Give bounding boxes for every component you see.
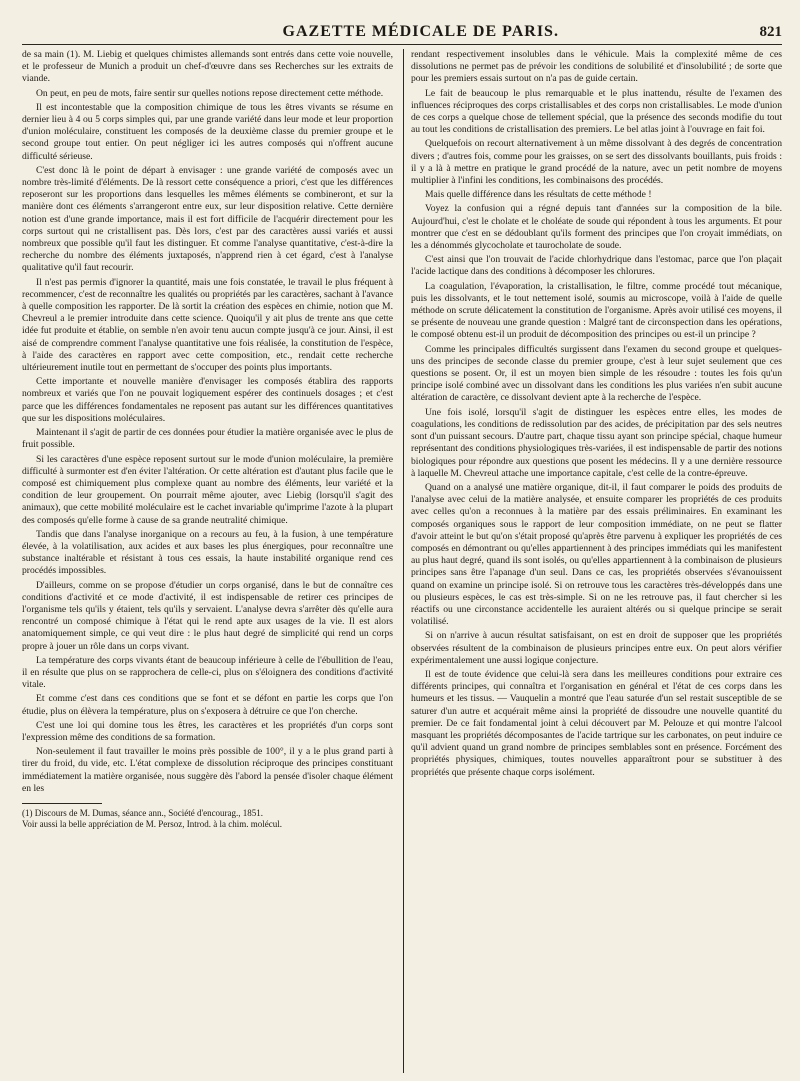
page-header	[22, 14, 782, 45]
paragraph: On peut, en peu de mots, faire sentir sur quelles notions repose directement cette méthode.	[36, 87, 384, 99]
paragraph: Quelquefois on recourt alternativement à un même dissolvant à des degrés de concentration divers ; d'autres fois, comme pour les graisses, on se sert des dissolvants bouillants, puis froids : il y a là à mettre en pratique le grand procédé de la nature, avec un petit nombre de moyens multiplier à l'infini les conditions, les combinaisons des procédés.	[411, 138, 782, 187]
paragraph: rendant respectivement insolubles dans le véhicule. Mais la complexité même de ces dissolutions ne permet pas de prévoir les conditions de solubilité et d'insolubilité ; de sorte que pour les premiers essais surtout on n'a pas de guide certain.	[411, 49, 782, 85]
paragraph: Il est de toute évidence que celui-là sera dans les meilleures conditions pour extraire ces différents principes, qui connaîtra et l'organisation en général et l'état de ces corps dans les humeurs et les tissus. — Vauquelin a montré que l'eau saturée d'un sel restait susceptible de se saturer d'un autre et acquérait même ainsi la propriété de dissoudre une nouvelle quantité du premier. De ce fait fondamental joint à celui découvert par M. Pelouze et qui montre l'alcool masquant les propriétés décomposantes de l'acide tartrique sur les carbonates, on peut induire ce qu'il advient quand un grand nombre de principes semblables sont en présence. Forcément des propriétés physiques, chimiques, toutes nouvelles apparaîtront pour se substituer à des propriétés que présente chaque corps isolément.	[411, 668, 782, 778]
paragraph: Et comme c'est dans ces conditions que se font et se défont en partie les corps que l'on étudie, plus on élèvera la température, plus on s'exposera à détruire ce que l'on cherche.	[22, 693, 393, 717]
paragraph: Si les caractères d'une espèce reposent surtout sur le mode d'union moléculaire, la première difficulté à surmonter est d'en éviter l'altération. Or cette altération est d'autant plus facile que le composé est chimiquement plus complexe quant au nombre des éléments, leur variété et la condition de leur groupement. On pourrait même ajouter, avec Liebig (lorsqu'il s'agit des animaux), que cette mobilité moléculaire est le cachet invariable qu'imprime l'azote à la plupart des composés qu'elle forme à cause de sa grande neutralité chimique.	[22, 453, 393, 526]
paragraph: Maintenant il s'agit de partir de ces données pour étudier la matière organisée avec le plus de fruit possible.	[22, 427, 393, 451]
footnote: (1) Discours de M. Dumas, séance ann., Société d'encourag., 1851.	[22, 807, 264, 818]
paragraph: Voyez la confusion qui a régné depuis tant d'années sur la composition de la bile. Aujourd'hui, c'est le cholate et le choléate de soude qui répondent à tous les arguments. Et pour montrer que c'est en se dédoublant qu'ils forment des principes que l'on croyait immédiats, on les a dénommés glycocholate et taurocholate de soude.	[411, 203, 782, 252]
paragraph: Quand on a analysé une matière organique, dit-il, il faut comparer le poids des produits de l'analyse avec celui de la matière analysée, et ensuite comparer les propriétés de ces produits avec celles qu'on a reconnues à la matière par des essais préliminaires. En examinant les composés organiques sous le rapport de leur composition immédiate, on ne peut se flatter d'avoir atteint le but qu'on s'était proposé qu'après être parvenu à expliquer les propriétés de ces composés en démontrant ou qu'elles appartiennent à des principes immédiats qui les manifestent au plus haut degré, quand ils sont isolés, ou qu'elles appartiennent à la combinaison de plusieurs principes sans être l'apanage d'un seul. Dans ce cas, les propriétés observées s'évanouissent quand on examine un principe isolé. Si on retrouve tous les caractères très-développés dans une ou plusieurs espèces, le cas est très-simple. Si on ne les retrouve pas, il faut chercher si les réactifs ou une circonstance accidentelle les auraient altérés ou si quelque principe se serait volatilisé.	[411, 481, 782, 628]
paragraph: C'est ainsi que l'on trouvait de l'acide chlorhydrique dans l'estomac, parce que l'on plaçait l'acide lactique dans des conditions à décomposer les chlorures.	[411, 254, 782, 278]
paragraph: La température des corps vivants étant de beaucoup inférieure à celle de l'ébullition de l'eau, il en résulte que plus on se rapprochera de celle-ci, plus on s'éloignera des conditions d'activité vitale.	[22, 654, 393, 691]
footnotes	[22, 808, 393, 830]
paragraph: La coagulation, l'évaporation, la cristallisation, le filtre, comme procédé tout mécanique, puis les dissolvants, et le tout nettement isolé, soumis au microscope, voilà à l'aide de quelle méthode on scrute délicatement la constitution de l'organisme. Après avoir utilisé ces moyens, il se présente de nouveau une grande question : Malgré tant de circonspection dans les opérations, le composé obtenu est-il un produit de décomposition des principes ou est-il un principe ?	[411, 280, 782, 341]
paragraph: D'ailleurs, comme on se propose d'étudier un corps organisé, dans le but de connaître ces conditions d'activité et ce mode d'activité, il est indispensable de retirer ces principes de l'organisme tels qu'ils y étaient, tels qu'ils y servaient. L'analyse devra s'arrêter dès qu'elle aura rencontré un composé chimique à l'état qui le rend apte aux usages de la vie. Il est alors anatomiquement simple, ce qui veut dire : le plus haut degré de simplicité qui rend un corps propre à jouer un rôle dans un corps vivant.	[22, 579, 393, 652]
paragraph: Si on n'arrive à aucun résultat satisfaisant, on est en droit de supposer que les propriétés observées résultent de la combinaison de plusieurs principes entre eux. On peut alors vérifier expérimentalement une aussi logique conjecture.	[411, 630, 782, 666]
paragraph: Il n'est pas permis d'ignorer la quantité, mais une fois constatée, le travail le plus fréquent à recommencer, c'est de reconnaître les qualités ou propriétés par les caractères, sachant à l'avance à quelle composition les rapporter. De là sortit la création des espèces en chimie, notion que M. Chevreul a le premier introduite dans cette science. Quoiqu'il y ait plus de trente ans que cette idée fut produite et établie, on semble n'en avoir tenu aucun compte jusqu'à ce jour. Ainsi, il est aisé de comprendre comment l'analyse quantitative une fois réalisée, la constitution de l'espèce, à l'aide des caractères en rapport avec cette composition, etc., rendait cette recherche ultérieurement inutile tout en permettant de s'occuper des points plus importants.	[22, 276, 393, 374]
paragraph: Une fois isolé, lorsqu'il s'agit de distinguer les espèces entre elles, les modes de coagulations, les conditions de redissolution par des acides, de précipitation par des sels neutres sont d'un puissant secours. D'autre part, chaque tissu ayant son principe spécial, chaque humeur représentant des conditions physiologiques très-variées, il est indispensable de partir des notions biologiques pour répondre aux questions que posent les médecins. Il y a une dernière ressource à laquelle M. Chevreul attache une importance capitale, c'est celle de la contre-épreuve.	[411, 406, 782, 479]
paragraph: Non-seulement il faut travailler le moins près possible de 100°, il y a le plus grand parti à tirer du froid, du vide, etc. L'état complexe de dissolution réciproque des principes constituant immédiatement la matière organisée, nous suggère dès l'abord la pensée d'isoler chaque élément en les	[22, 746, 393, 794]
left-column	[22, 49, 401, 1079]
page-number: 821	[759, 24, 782, 40]
paragraph: Comme les principales difficultés surgissent dans l'examen du second groupe et quelques-uns des principes de seconde classe du premier groupe, c'est à leur sujet seulement que ces questions se posent. Or, il est un moyen bien simple de les résoudre : toutes les fois qu'un principe isolé combiné avec un dissolvant dans les conditions les plus variées n'en subit aucune altération de caractère, ce dissolvant devient apte à la recherche de l'espèce.	[411, 343, 782, 404]
paragraph: Le fait de beaucoup le plus remarquable et le plus inattendu, résulte de l'examen des influences réciproques des corps cristallisables et des corps non cristallisables. Le mode d'union de ces corps a quelque chose de tellement spécial, que la présence des seconds modifie du tout au tout les conditions de cristallisation des premiers. Le bel atlas joint à l'ouvrage en fait foi.	[411, 87, 782, 136]
paragraph: Il est incontestable que la composition chimique de tous les êtres vivants se résume en dernier lieu à 4 ou 5 corps simples qui, par une grande variété dans leur mode et leur proportion d'union moléculaire, constituent les composés de la deuxième classe du premier groupe et le second groupe tout entier. On peut négliger ici les autres composés qui n'offrent aucune difficulté sérieuse.	[22, 101, 393, 162]
paragraph: de sa main (1). M. Liebig et quelques chimistes allemands sont entrés dans cette voie nouvelle, et le professeur de Munich a produit un chef-d'œuvre dans ses Recherches sur les extraits de viande.	[22, 49, 393, 85]
column-divider	[403, 49, 404, 1073]
footnote-rule	[22, 803, 102, 804]
paragraph: C'est donc là le point de départ à envisager : une grande variété de composés avec un nombre très-limité d'éléments. De là ressort cette conséquence a priori, c'est que les différences reposeront sur les proportions dans lesquelles les mêmes éléments se combineront, et sur la manière dont ces éléments s'arrangeront entre eux, sur leur disposition relative. Cette dernière notion est d'une grande importance, mais il est fort difficile de l'acquérir directement pour les corps surtout qui ne cristallisent pas. Dès lors, c'est par des caractères aussi variés et aussi nombreux que possible qu'il faut les distinguer. Et comme l'analyse quantitative, c'est-à-dire la recherche du nombre des éléments juxtaposés, n'apprend rien à cet égard, c'est à l'analyse qualitative qu'il faut recourir.	[22, 164, 393, 274]
publication-title: GAZETTE MÉDICALE DE PARIS.	[282, 23, 559, 40]
paragraph: Mais quelle différence dans les résultats de cette méthode !	[425, 189, 652, 201]
right-column	[401, 49, 782, 1079]
footnote: Voir aussi la belle appréciation de M. Persoz, Introd. à la chim. molécul.	[22, 818, 283, 829]
paragraph: Tandis que dans l'analyse inorganique on a recours au feu, à la fusion, à une température élevée, à la volatilisation, aux acides et aux bases les plus énergiques, pour reconnaître une substance inaltérable et résistant à tous ces essais, la haute instabilité organique rend ces procédés impossibles.	[22, 528, 393, 577]
paragraph: C'est une loi qui domine tous les êtres, les caractères et les propriétés d'un corps sont l'expression même des conditions de sa formation.	[22, 719, 393, 743]
text-columns	[22, 49, 782, 1079]
paragraph: Cette importante et nouvelle manière d'envisager les composés établira des rapports nombreux et variés que l'on ne pouvait logiquement espérer des continuels dosages ; et c'est parce que les différences fondamentales ne reposent pas autant sur les différences quantitatives que sur les dispositions moléculaires.	[22, 376, 393, 424]
